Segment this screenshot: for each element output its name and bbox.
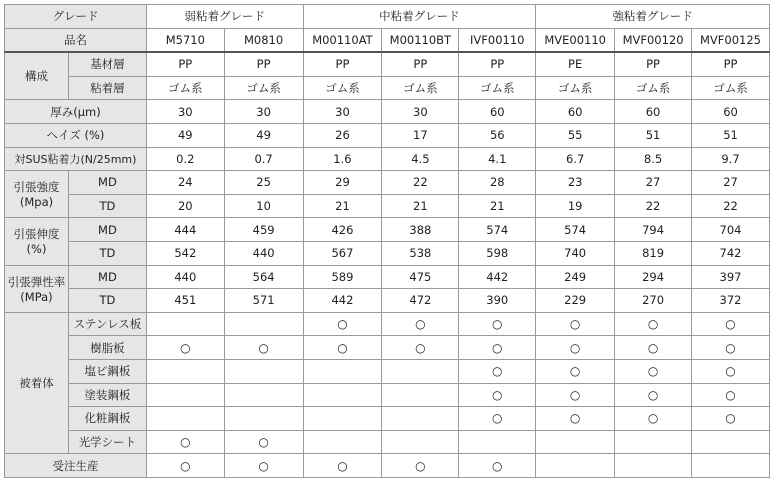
cell: PP (459, 52, 536, 76)
cell: ゴム系 (615, 76, 692, 100)
elongation-label-line2: (%) (26, 242, 47, 257)
composition-label: 構成 (5, 52, 69, 100)
modulus-label-line2: (MPa) (20, 289, 53, 304)
cell: 19 (536, 194, 615, 218)
product-row (5, 28, 770, 52)
product-name: M00110BT (382, 28, 459, 52)
product-label: 品名 (5, 28, 147, 52)
md-label: MD (68, 218, 146, 242)
cell (382, 359, 459, 383)
cell: 30 (382, 100, 459, 124)
cell: 22 (615, 194, 692, 218)
table-row-haze (5, 123, 770, 147)
haze-label: ヘイズ (%) (5, 123, 147, 147)
product-name: MVF00120 (615, 28, 692, 52)
cell: 472 (382, 289, 459, 313)
group-weak: 弱粘着グレード (146, 5, 303, 29)
table-row-adherend-3 (5, 383, 770, 407)
cell: ○ (459, 336, 536, 360)
table-row-adherend-0 (5, 312, 770, 336)
cell (692, 430, 770, 454)
cell: ○ (382, 336, 459, 360)
cell: ○ (536, 407, 615, 431)
cell (224, 407, 303, 431)
cell (303, 383, 382, 407)
cell: ○ (459, 359, 536, 383)
cell: 574 (536, 218, 615, 242)
cell: ゴム系 (146, 76, 224, 100)
cell: ゴム系 (536, 76, 615, 100)
made-to-order-label: 受注生産 (5, 454, 147, 478)
cell: 542 (146, 241, 224, 265)
table-row-modulus-td (5, 289, 770, 313)
cell: 49 (224, 123, 303, 147)
cell (224, 359, 303, 383)
cell: 25 (224, 171, 303, 195)
cell: 60 (615, 100, 692, 124)
cell: 794 (615, 218, 692, 242)
cell (382, 383, 459, 407)
cell: 589 (303, 265, 382, 289)
cell: 0.7 (224, 147, 303, 171)
table-row-modulus-md (5, 265, 770, 289)
cell: ○ (382, 312, 459, 336)
cell (536, 430, 615, 454)
cell: 294 (615, 265, 692, 289)
grade-row (5, 5, 770, 29)
cell (536, 454, 615, 478)
cell: 20 (146, 194, 224, 218)
cell: 4.1 (459, 147, 536, 171)
cell: 17 (382, 123, 459, 147)
grade-label: グレード (5, 5, 147, 29)
cell: ○ (536, 336, 615, 360)
cell: PP (303, 52, 382, 76)
cell: 229 (536, 289, 615, 313)
cell: 29 (303, 171, 382, 195)
cell: 49 (146, 123, 224, 147)
cell: 440 (224, 241, 303, 265)
cell (382, 407, 459, 431)
adherend-item-label: ステンレス板 (68, 312, 146, 336)
cell: ○ (303, 336, 382, 360)
modulus-label (5, 265, 69, 312)
cell (146, 383, 224, 407)
product-name: IVF00110 (459, 28, 536, 52)
cell: ゴム系 (692, 76, 770, 100)
td-label: TD (68, 194, 146, 218)
adherend-item-label: 塗装鋼板 (68, 383, 146, 407)
cell: 388 (382, 218, 459, 242)
cell: ゴム系 (382, 76, 459, 100)
cell: 451 (146, 289, 224, 313)
cell: PE (536, 52, 615, 76)
cell: 60 (459, 100, 536, 124)
cell: 426 (303, 218, 382, 242)
cell: ○ (615, 312, 692, 336)
spec-table (4, 4, 770, 478)
modulus-label-line1: 引張弾性率 (7, 274, 66, 289)
cell: ○ (692, 383, 770, 407)
strength-label-line2: (Mpa) (19, 195, 54, 210)
cell: ○ (146, 430, 224, 454)
cell: 60 (692, 100, 770, 124)
cell: ○ (615, 407, 692, 431)
cell: 8.5 (615, 147, 692, 171)
strength-label (5, 171, 69, 218)
cell: PP (615, 52, 692, 76)
cell: 704 (692, 218, 770, 242)
table-row-made-to-order (5, 454, 770, 478)
cell: 819 (615, 241, 692, 265)
cell: 30 (146, 100, 224, 124)
md-label: MD (68, 265, 146, 289)
table-row-elongation-md (5, 218, 770, 242)
product-name: M00110AT (303, 28, 382, 52)
cell: 22 (382, 171, 459, 195)
cell: 56 (459, 123, 536, 147)
adherend-item-label: 化粧鋼板 (68, 407, 146, 431)
cell: 574 (459, 218, 536, 242)
cell: 571 (224, 289, 303, 313)
cell: 4.5 (382, 147, 459, 171)
product-name: M5710 (146, 28, 224, 52)
cell: 21 (303, 194, 382, 218)
group-medium: 中粘着グレード (303, 5, 536, 29)
adhesive-layer-label: 粘着層 (68, 76, 146, 100)
cell: ○ (224, 430, 303, 454)
cell: ○ (536, 383, 615, 407)
cell: 372 (692, 289, 770, 313)
cell: 60 (536, 100, 615, 124)
cell: 459 (224, 218, 303, 242)
cell (303, 407, 382, 431)
cell: 444 (146, 218, 224, 242)
cell: 442 (303, 289, 382, 313)
cell: 442 (459, 265, 536, 289)
cell (224, 383, 303, 407)
cell: ○ (615, 359, 692, 383)
cell (146, 312, 224, 336)
cell: ○ (146, 454, 224, 478)
cell: ○ (224, 336, 303, 360)
cell: ○ (382, 454, 459, 478)
cell: ゴム系 (459, 76, 536, 100)
cell: 742 (692, 241, 770, 265)
cell: 27 (692, 171, 770, 195)
product-name: M0810 (224, 28, 303, 52)
cell: 27 (615, 171, 692, 195)
td-label: TD (68, 289, 146, 313)
cell: ○ (224, 454, 303, 478)
cell: 30 (224, 100, 303, 124)
cell (224, 312, 303, 336)
cell (303, 359, 382, 383)
table-row-strength-td (5, 194, 770, 218)
md-label: MD (68, 171, 146, 195)
cell: 21 (382, 194, 459, 218)
cell (692, 454, 770, 478)
product-name: MVE00110 (536, 28, 615, 52)
cell: 10 (224, 194, 303, 218)
cell: 28 (459, 171, 536, 195)
strength-label-line1: 引張強度 (13, 180, 60, 195)
adherend-item-label: 塩ビ鋼板 (68, 359, 146, 383)
table-row-adhesive (5, 76, 770, 100)
cell: ゴム系 (303, 76, 382, 100)
cell: 51 (615, 123, 692, 147)
cell: ゴム系 (224, 76, 303, 100)
cell (615, 430, 692, 454)
elongation-label-line1: 引張伸度 (13, 227, 60, 242)
cell: 440 (146, 265, 224, 289)
group-strong: 強粘着グレード (536, 5, 770, 29)
adherend-label: 被着体 (5, 312, 69, 454)
cell: 26 (303, 123, 382, 147)
cell: ○ (303, 454, 382, 478)
cell: 475 (382, 265, 459, 289)
cell: ○ (303, 312, 382, 336)
cell: 30 (303, 100, 382, 124)
cell: 270 (615, 289, 692, 313)
cell: 9.7 (692, 147, 770, 171)
cell: 390 (459, 289, 536, 313)
table-row-adhesion (5, 147, 770, 171)
cell: 6.7 (536, 147, 615, 171)
cell: PP (146, 52, 224, 76)
table-row-thickness (5, 100, 770, 124)
cell: ○ (459, 454, 536, 478)
cell: 564 (224, 265, 303, 289)
cell: 51 (692, 123, 770, 147)
table-row-base (5, 52, 770, 76)
cell: ○ (459, 407, 536, 431)
cell (146, 407, 224, 431)
base-layer-label: 基材層 (68, 52, 146, 76)
cell: 538 (382, 241, 459, 265)
cell: ○ (692, 336, 770, 360)
table-row-adherend-5 (5, 430, 770, 454)
table-row-strength-md (5, 171, 770, 195)
cell: 55 (536, 123, 615, 147)
cell: PP (382, 52, 459, 76)
cell: 0.2 (146, 147, 224, 171)
cell (382, 430, 459, 454)
cell: ○ (615, 383, 692, 407)
cell: ○ (692, 407, 770, 431)
cell: ○ (459, 312, 536, 336)
cell (459, 430, 536, 454)
adherend-item-label: 樹脂板 (68, 336, 146, 360)
thickness-label: 厚み(μm) (5, 100, 147, 124)
cell: 740 (536, 241, 615, 265)
adhesion-label: 対SUS粘着力(N/25mm) (5, 147, 147, 171)
cell: 1.6 (303, 147, 382, 171)
cell (303, 430, 382, 454)
cell: ○ (459, 383, 536, 407)
cell: PP (692, 52, 770, 76)
cell: 22 (692, 194, 770, 218)
cell: ○ (692, 312, 770, 336)
cell: 598 (459, 241, 536, 265)
table-row-elongation-td (5, 241, 770, 265)
cell: 21 (459, 194, 536, 218)
cell: 249 (536, 265, 615, 289)
product-name: MVF00125 (692, 28, 770, 52)
table-row-adherend-2 (5, 359, 770, 383)
cell: 23 (536, 171, 615, 195)
adherend-item-label: 光学シート (68, 430, 146, 454)
cell: 24 (146, 171, 224, 195)
table-row-adherend-4 (5, 407, 770, 431)
cell: ○ (146, 336, 224, 360)
cell: ○ (536, 312, 615, 336)
cell (146, 359, 224, 383)
cell: ○ (536, 359, 615, 383)
table-row-adherend-1 (5, 336, 770, 360)
cell: 567 (303, 241, 382, 265)
cell: ○ (615, 336, 692, 360)
cell: PP (224, 52, 303, 76)
cell (615, 454, 692, 478)
cell: 397 (692, 265, 770, 289)
cell: ○ (692, 359, 770, 383)
td-label: TD (68, 241, 146, 265)
elongation-label (5, 218, 69, 265)
